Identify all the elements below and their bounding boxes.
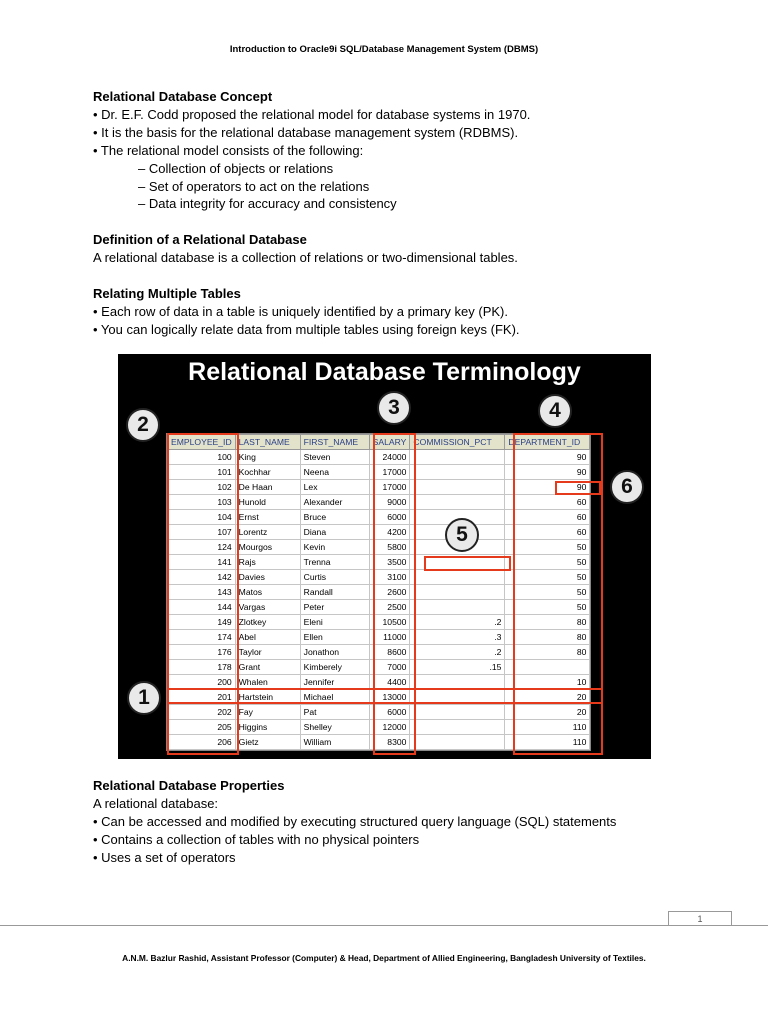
table-cell: .2 (410, 615, 505, 630)
table-cell: 7000 (369, 660, 410, 675)
table-cell: 4200 (369, 525, 410, 540)
bullet: • Uses a set of operators (93, 849, 236, 865)
table-cell: 24000 (369, 450, 410, 465)
column-header: LAST_NAME (235, 435, 300, 450)
sub-bullet: – Data integrity for accuracy and consistency (138, 196, 397, 212)
table-cell: Diana (300, 525, 369, 540)
column-header: DEPARTMENT_ID (505, 435, 590, 450)
column-header: SALARY (369, 435, 410, 450)
table-cell: Whalen (235, 675, 300, 690)
table-cell: William (300, 735, 369, 750)
table-cell: 200 (168, 675, 236, 690)
table-cell: .3 (410, 630, 505, 645)
table-cell: De Haan (235, 480, 300, 495)
table-cell: 100 (168, 450, 236, 465)
table-cell: Randall (300, 585, 369, 600)
table-cell: .15 (410, 660, 505, 675)
section-heading: Relating Multiple Tables (93, 286, 241, 302)
table-cell: 206 (168, 735, 236, 750)
sub-bullet: – Collection of objects or relations (138, 160, 334, 176)
table-cell: 20 (505, 705, 590, 720)
field-cell-highlight (555, 481, 601, 495)
footer-divider (0, 925, 768, 926)
table-cell: Zlotkey (235, 615, 300, 630)
bullet: • Contains a collection of tables with no physical pointers (93, 831, 420, 847)
table-cell: 90 (505, 450, 590, 465)
table-cell: 141 (168, 555, 236, 570)
table-cell: 13000 (369, 690, 410, 705)
table-cell: Hunold (235, 495, 300, 510)
table-cell: Lex (300, 480, 369, 495)
table-cell: Curtis (300, 570, 369, 585)
table-cell: 11000 (369, 630, 410, 645)
page-footer: A.N.M. Bazlur Rashid, Assistant Professor (Computer) & Head, Department of Allied Engineering, Bangladesh University of Textiles. (122, 953, 646, 963)
table-cell: Ellen (300, 630, 369, 645)
table-cell: 110 (505, 720, 590, 735)
table-cell: Kimberely (300, 660, 369, 675)
table-cell (410, 495, 505, 510)
section-heading: Definition of a Relational Database (93, 232, 307, 248)
null-cell-highlight (424, 556, 511, 571)
table-cell: 9000 (369, 495, 410, 510)
bullet: • Can be accessed and modified by executing structured query language (SQL) statements (93, 813, 617, 829)
table-cell: 124 (168, 540, 236, 555)
table-cell: 107 (168, 525, 236, 540)
table-cell: .2 (410, 645, 505, 660)
table-cell: 101 (168, 465, 236, 480)
salary-column-highlight (373, 433, 416, 755)
table-cell: 50 (505, 555, 590, 570)
table-cell: Jonathon (300, 645, 369, 660)
table-cell: Taylor (235, 645, 300, 660)
bullet: • The relational model consists of the following: (93, 142, 364, 158)
table-cell (410, 735, 505, 750)
table-cell: Neena (300, 465, 369, 480)
table-cell: 104 (168, 510, 236, 525)
bullet: • Each row of data in a table is uniquely identified by a primary key (PK). (93, 304, 508, 320)
table-cell (410, 465, 505, 480)
table-cell: Steven (300, 450, 369, 465)
table-cell: 201 (168, 690, 236, 705)
table-cell: 178 (168, 660, 236, 675)
table-cell: 80 (505, 645, 590, 660)
paragraph: A relational database is a collection of relations or two-dimensional tables. (93, 250, 518, 266)
table-cell: Bruce (300, 510, 369, 525)
table-cell: 176 (168, 645, 236, 660)
table-cell: Pat (300, 705, 369, 720)
table-cell (410, 585, 505, 600)
table-cell: Shelley (300, 720, 369, 735)
table-cell (410, 450, 505, 465)
table-cell: 60 (505, 525, 590, 540)
table-cell: 8600 (369, 645, 410, 660)
table-cell: 3500 (369, 555, 410, 570)
callout-4: 4 (538, 394, 572, 428)
table-cell: 143 (168, 585, 236, 600)
callout-5: 5 (445, 518, 479, 552)
table-cell: Mourgos (235, 540, 300, 555)
table-cell: 2500 (369, 600, 410, 615)
table-cell: 103 (168, 495, 236, 510)
table-cell: 60 (505, 495, 590, 510)
table-cell: Peter (300, 600, 369, 615)
table-cell (410, 705, 505, 720)
table-cell: 8300 (369, 735, 410, 750)
table-cell: 144 (168, 600, 236, 615)
table-cell: 50 (505, 585, 590, 600)
table-cell: 6000 (369, 510, 410, 525)
table-cell: Eleni (300, 615, 369, 630)
column-header: EMPLOYEE_ID (168, 435, 236, 450)
table-cell: Lorentz (235, 525, 300, 540)
table-cell: Gietz (235, 735, 300, 750)
table-cell: 205 (168, 720, 236, 735)
table-cell: Kevin (300, 540, 369, 555)
employee-id-column-highlight (167, 433, 239, 755)
row-highlight (167, 688, 603, 704)
table-cell: Kochhar (235, 465, 300, 480)
figure-title: Relational Database Terminology (188, 358, 581, 386)
table-cell: 80 (505, 615, 590, 630)
table-cell: Vargas (235, 600, 300, 615)
table-cell: Trenna (300, 555, 369, 570)
callout-1: 1 (127, 681, 161, 715)
table-cell: 50 (505, 600, 590, 615)
section-heading: Relational Database Concept (93, 89, 273, 104)
table-cell: Rajs (235, 555, 300, 570)
table-cell: 12000 (369, 720, 410, 735)
table-cell: 2600 (369, 585, 410, 600)
table-cell: Matos (235, 585, 300, 600)
table-cell: 60 (505, 510, 590, 525)
table-cell: 20 (505, 690, 590, 705)
table-cell: 10 (505, 675, 590, 690)
table-cell: Davies (235, 570, 300, 585)
table-cell: Grant (235, 660, 300, 675)
table-cell: 90 (505, 480, 590, 495)
table-cell: 50 (505, 540, 590, 555)
callout-6: 6 (610, 470, 644, 504)
table-cell: 202 (168, 705, 236, 720)
table-cell: 102 (168, 480, 236, 495)
section-heading: Relational Database Properties (93, 778, 285, 793)
table-cell (410, 720, 505, 735)
table-cell: 6000 (369, 705, 410, 720)
table-cell: 110 (505, 735, 590, 750)
paragraph: A relational database: (93, 795, 219, 811)
bullet: • Dr. E.F. Codd proposed the relational model for database systems in 1970. (93, 106, 531, 122)
terminology-figure (118, 354, 651, 759)
table-cell: Alexander (300, 495, 369, 510)
body-text (93, 88, 693, 339)
table-cell: Michael (300, 690, 369, 705)
table-cell: 4400 (369, 675, 410, 690)
table-cell: 17000 (369, 465, 410, 480)
table-cell: 50 (505, 570, 590, 585)
bullet: • It is the basis for the relational database management system (RDBMS). (93, 124, 519, 140)
table-cell: Fay (235, 705, 300, 720)
sub-bullet: – Set of operators to act on the relations (138, 178, 370, 194)
page-header: Introduction to Oracle9i SQL/Database Management System (DBMS) (229, 44, 539, 55)
page-number: 1 (668, 911, 732, 926)
table-cell: 142 (168, 570, 236, 585)
table-cell: 10500 (369, 615, 410, 630)
table-cell (410, 480, 505, 495)
table-cell: 174 (168, 630, 236, 645)
properties-section (93, 777, 713, 867)
table-cell (410, 570, 505, 585)
table-cell: 17000 (369, 480, 410, 495)
table-cell: 3100 (369, 570, 410, 585)
table-cell: 90 (505, 465, 590, 480)
table-cell: Ernst (235, 510, 300, 525)
table-cell: 149 (168, 615, 236, 630)
table-cell (410, 600, 505, 615)
table-cell: Abel (235, 630, 300, 645)
table-cell: King (235, 450, 300, 465)
column-header: FIRST_NAME (300, 435, 369, 450)
table-cell: 80 (505, 630, 590, 645)
callout-3: 3 (377, 391, 411, 425)
column-header: COMMISSION_PCT (410, 435, 505, 450)
bullet: • You can logically relate data from multiple tables using foreign keys (FK). (93, 321, 520, 337)
table-cell: Hartstein (235, 690, 300, 705)
table-cell: 5800 (369, 540, 410, 555)
table-cell: Jennifer (300, 675, 369, 690)
callout-2: 2 (126, 408, 160, 442)
table-cell: Higgins (235, 720, 300, 735)
